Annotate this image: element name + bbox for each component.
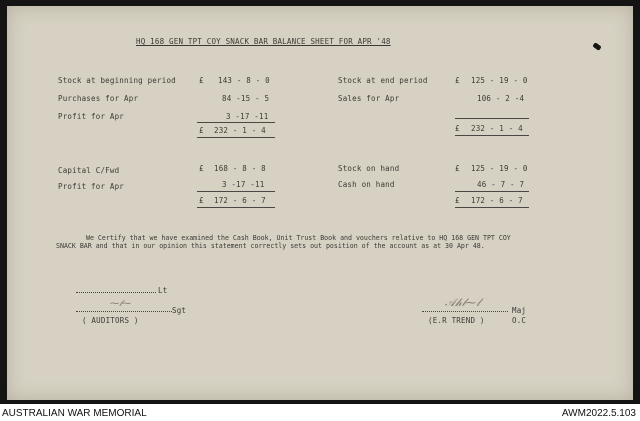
- s2-left-total-value: 172 - 6 - 7: [214, 196, 266, 205]
- auditor-signature-line-2: [76, 311, 172, 312]
- certification-line-1: We Certify that we have examined the Cash Book, Unit Trust Book and vouchers relative to HQ 168 GEN TPT COY: [86, 234, 511, 242]
- s2-left-total-rule: [197, 207, 275, 208]
- s1-left-currency-0: £: [199, 76, 204, 85]
- s1-left-total-currency: £: [199, 126, 204, 135]
- s1-right-currency-0: £: [455, 76, 460, 85]
- s2-right-total-currency: £: [455, 196, 460, 205]
- auditor-label: ( AUDITORS ): [82, 316, 139, 325]
- s1-right-value-1: 106 - 2 -4: [477, 94, 525, 103]
- s2-right-value-0: 125 - 19 - 0: [471, 164, 528, 173]
- s2-right-currency-0: £: [455, 164, 460, 173]
- collection-caption: AUSTRALIAN WAR MEMORIAL: [2, 408, 147, 419]
- s1-right-label-1: Sales for Apr: [338, 94, 400, 103]
- s1-left-total-rule: [197, 137, 275, 138]
- auditor-handwritten-signature: ⁓𝓁⁓: [110, 299, 131, 309]
- s2-right-total-value: 172 - 6 - 7: [471, 196, 523, 205]
- s2-right-total-rule: [455, 207, 529, 208]
- s2-left-label-0: Capital C/Fwd: [58, 166, 120, 175]
- s1-left-label-0: Stock at beginning period: [58, 76, 176, 85]
- s2-right-label-1: Cash on hand: [338, 180, 395, 189]
- document-title: HQ 168 GEN TPT COY SNACK BAR BALANCE SHEET FOR APR '48: [136, 37, 391, 46]
- s1-left-label-1: Purchases for Apr: [58, 94, 139, 103]
- auditor-rank-2: Sgt: [172, 306, 187, 315]
- s1-right-total-currency: £: [455, 124, 460, 133]
- s1-left-label-2: Profit for Apr: [58, 112, 125, 121]
- officer-signature-line: [422, 311, 508, 312]
- certification-line-2: SNACK BAR and that in our opinion this statement correctly sets out position of the account as at 30 Apr 48.: [56, 242, 485, 250]
- officer-rank: Maj: [512, 306, 527, 315]
- s1-right-label-0: Stock at end period: [338, 76, 428, 85]
- auditor-signature-line-1: [76, 292, 156, 293]
- s1-left-value-1: 84 -15 - 5: [222, 94, 270, 103]
- officer-name: (E.R TREND ): [428, 316, 485, 325]
- document-page: [7, 6, 633, 400]
- s2-right-label-0: Stock on hand: [338, 164, 400, 173]
- accession-number: AWM2022.5.103: [561, 408, 636, 419]
- s2-left-value-1: 3 -17 -11: [222, 180, 265, 189]
- s1-left-value-0: 143 - 8 - 0: [218, 76, 270, 85]
- s1-left-total-value: 232 - 1 - 4: [214, 126, 266, 135]
- s2-left-label-1: Profit for Apr: [58, 182, 125, 191]
- s2-right-sum-rule: [455, 191, 529, 192]
- s1-left-sum-rule: [197, 122, 275, 123]
- auditor-rank-1: Lt: [158, 286, 168, 295]
- s1-right-sum-rule: [455, 118, 529, 119]
- s2-left-value-0: 168 - 8 - 8: [214, 164, 266, 173]
- s2-left-sum-rule: [197, 191, 275, 192]
- officer-title: O.C: [512, 316, 527, 325]
- s1-right-total-rule: [455, 135, 529, 136]
- s1-right-total-value: 232 - 1 - 4: [471, 124, 523, 133]
- s2-left-currency-0: £: [199, 164, 204, 173]
- s2-left-total-currency: £: [199, 196, 204, 205]
- s2-right-value-1: 46 - 7 - 7: [477, 180, 525, 189]
- officer-handwritten-signature: 𝒜𝒽𝓁⁓𝓁: [445, 296, 481, 309]
- s1-right-value-0: 125 - 19 - 0: [471, 76, 528, 85]
- s1-left-value-2: 3 -17 -11: [226, 112, 269, 121]
